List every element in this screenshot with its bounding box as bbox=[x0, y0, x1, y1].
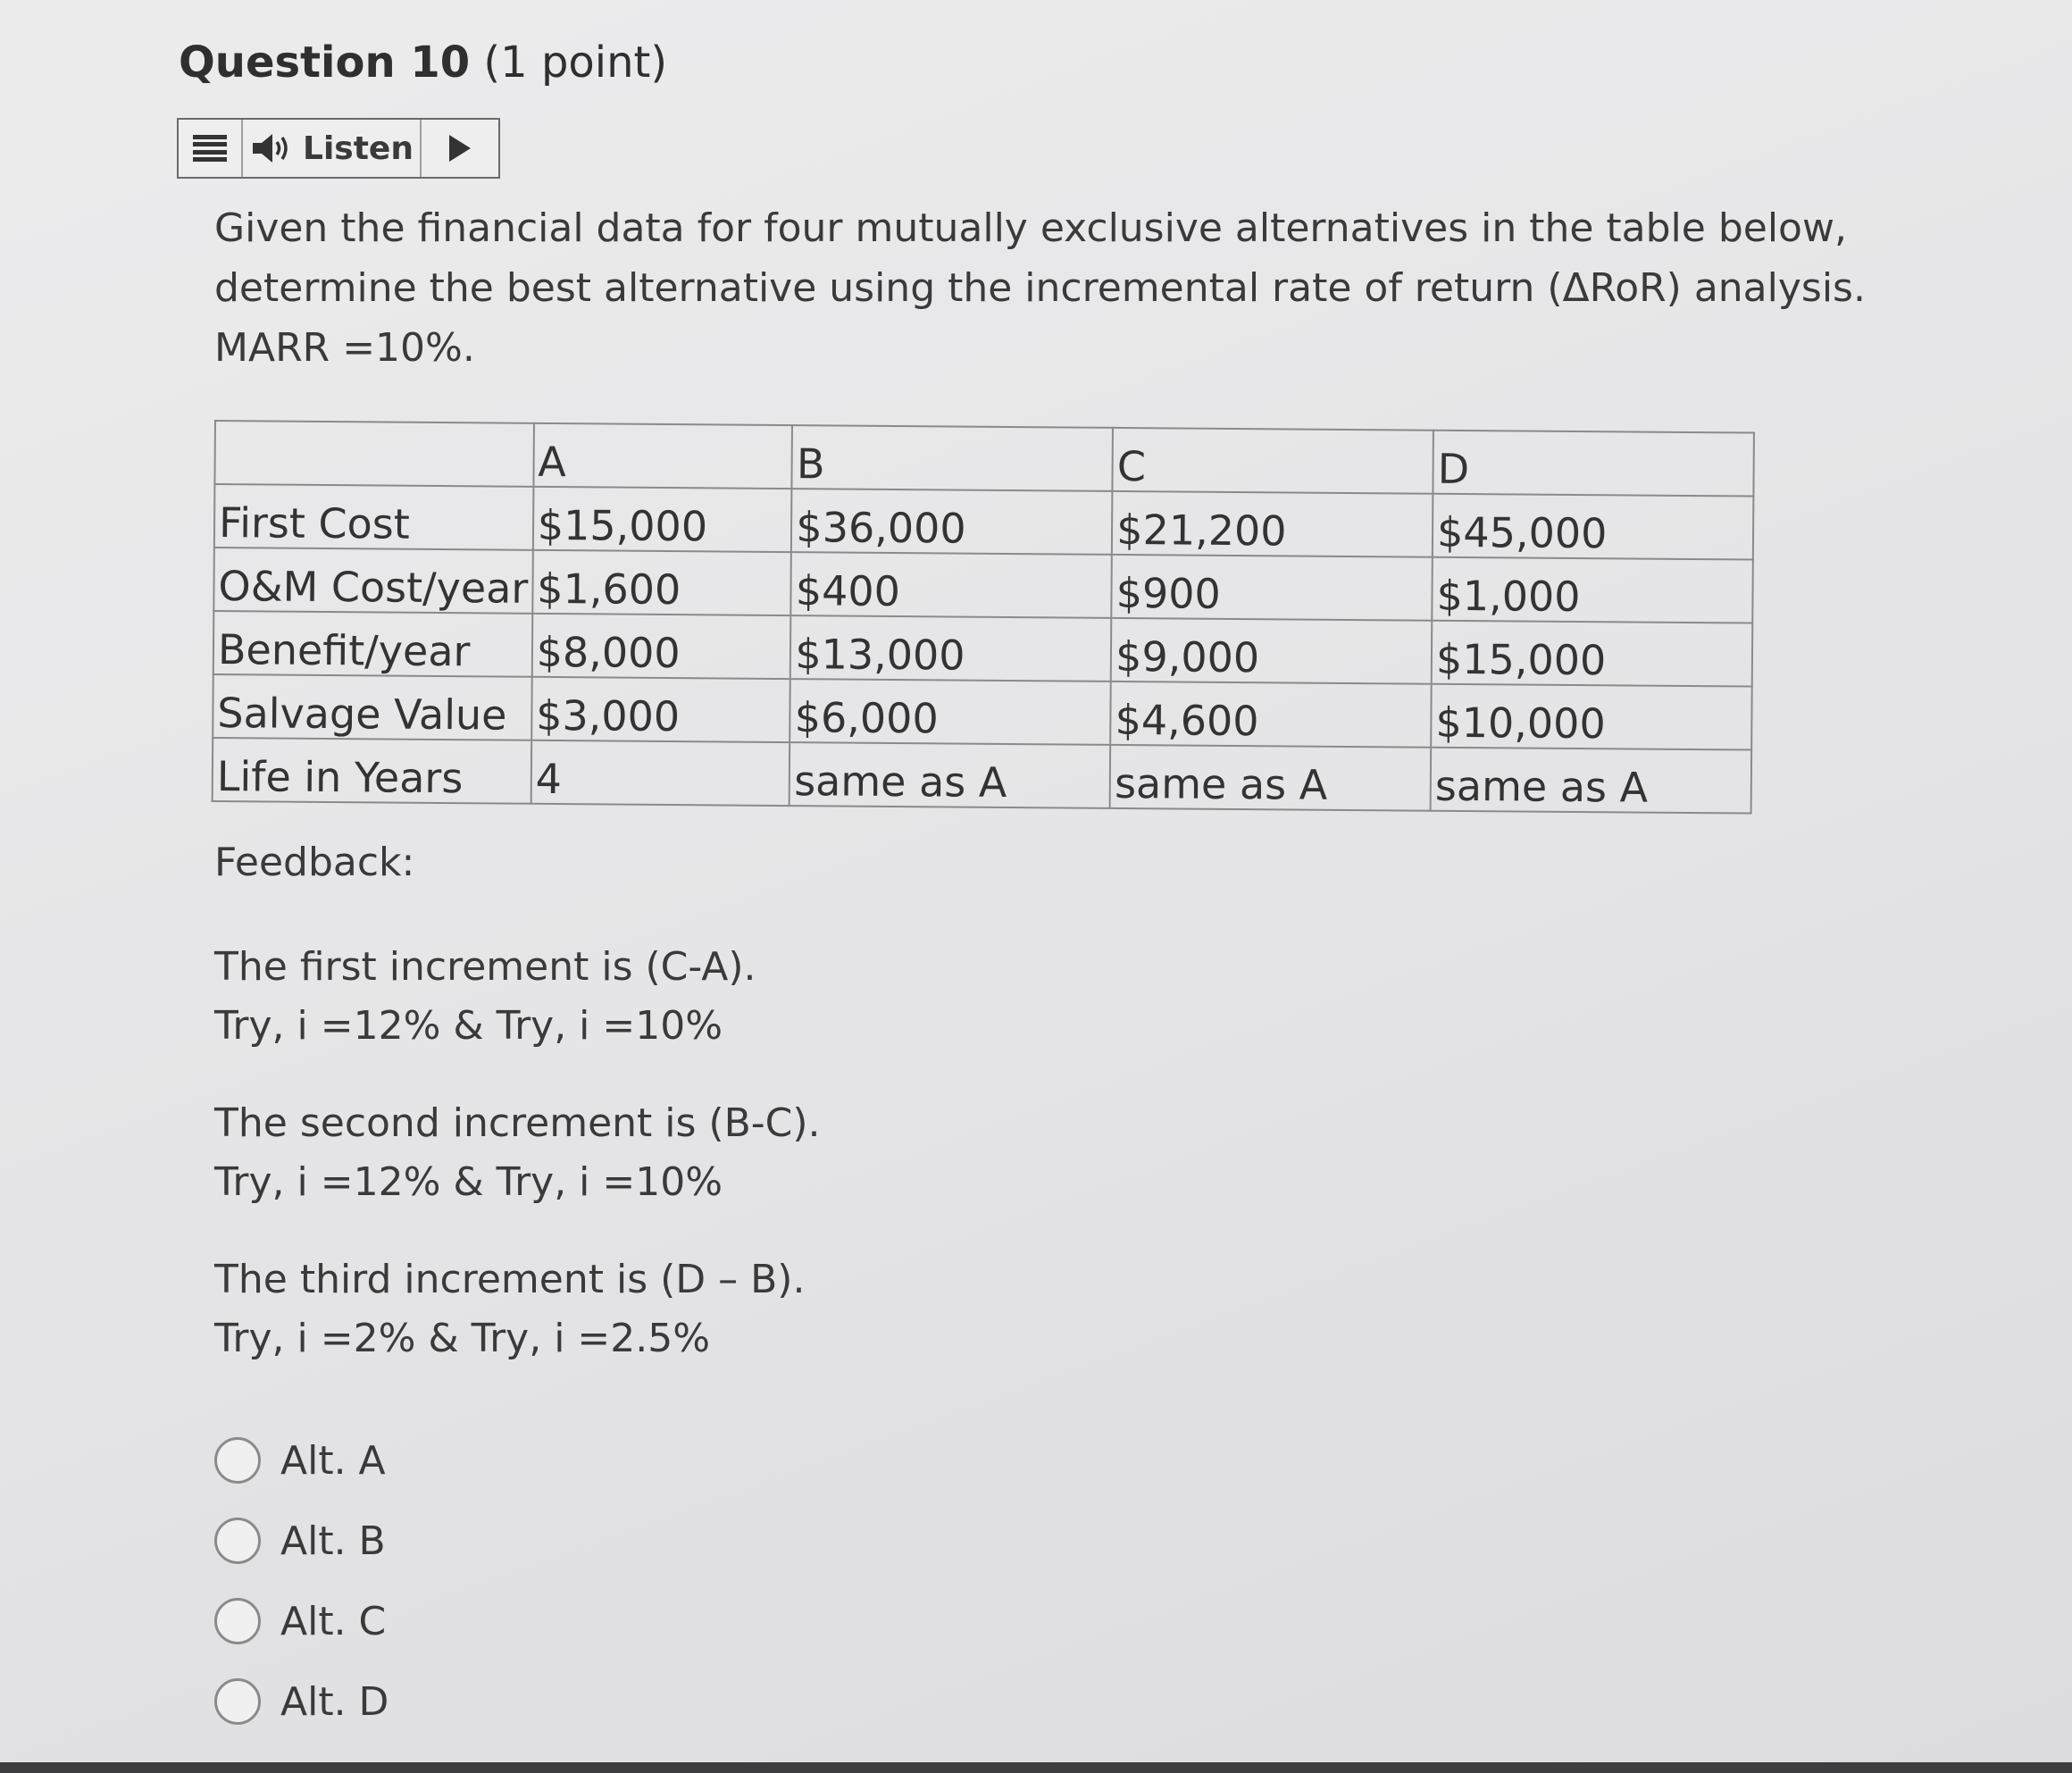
row-label: O&M Cost/year bbox=[213, 548, 532, 614]
table-cell: $4,600 bbox=[1110, 682, 1431, 748]
table-row bbox=[213, 611, 1753, 687]
question-header bbox=[179, 38, 667, 88]
option-label: Alt. B bbox=[280, 1518, 386, 1564]
table-row bbox=[213, 674, 1752, 750]
listen-button[interactable] bbox=[243, 120, 422, 177]
table-cell: $400 bbox=[791, 552, 1112, 618]
table-cell: $36,000 bbox=[791, 489, 1112, 555]
table-cell: $13,000 bbox=[790, 615, 1111, 682]
listen-menu-button[interactable] bbox=[179, 120, 243, 177]
table-cell: $15,000 bbox=[533, 487, 792, 552]
column-header-d: D bbox=[1433, 431, 1754, 497]
option-alt-c[interactable] bbox=[214, 1581, 388, 1661]
table-cell: $8,000 bbox=[532, 614, 791, 679]
table-cell: $21,200 bbox=[1112, 491, 1433, 557]
radio-button[interactable] bbox=[214, 1598, 261, 1644]
table-cell: same as A bbox=[1110, 745, 1431, 811]
feedback-increment-2 bbox=[214, 1094, 821, 1212]
column-header-a: A bbox=[533, 423, 792, 489]
option-alt-a[interactable] bbox=[214, 1420, 388, 1501]
feedback-increment-3 bbox=[214, 1250, 805, 1368]
option-label: Alt. A bbox=[280, 1437, 386, 1484]
option-alt-b[interactable] bbox=[214, 1501, 388, 1581]
alternatives-table bbox=[212, 420, 1755, 815]
increment-hint: Try, i =2% & Try, i =2.5% bbox=[214, 1316, 711, 1361]
table-cell: $15,000 bbox=[1432, 621, 1752, 687]
answer-options bbox=[214, 1420, 388, 1742]
radio-button[interactable] bbox=[214, 1518, 261, 1564]
table-corner-cell bbox=[214, 421, 533, 487]
table-header-row bbox=[214, 421, 1754, 497]
row-label: Life in Years bbox=[213, 738, 531, 804]
table-row bbox=[214, 484, 1754, 560]
increment-text: The second increment is (B-C). bbox=[214, 1100, 821, 1146]
radio-button[interactable] bbox=[214, 1678, 261, 1725]
feedback-label: Feedback: bbox=[214, 840, 415, 885]
question-points: (1 point) bbox=[483, 38, 668, 88]
play-button[interactable] bbox=[422, 120, 498, 177]
row-label: Benefit/year bbox=[213, 611, 532, 677]
option-label: Alt. D bbox=[280, 1678, 389, 1725]
prompt-line: determine the best alternative using the incremental rate of return (ΔRoR) analysis. bbox=[214, 265, 1866, 311]
table-cell: $10,000 bbox=[1431, 684, 1751, 750]
feedback-increment-1 bbox=[214, 938, 756, 1056]
prompt-line: Given the financial data for four mutually exclusive alternatives in the table below, bbox=[214, 205, 1847, 251]
increment-text: The third increment is (D – B). bbox=[214, 1257, 806, 1302]
increment-text: The first increment is (C-A). bbox=[214, 944, 756, 990]
play-icon bbox=[447, 133, 473, 163]
table-row bbox=[213, 548, 1753, 623]
screen-bottom-edge bbox=[0, 1762, 2072, 1773]
menu-icon bbox=[193, 135, 227, 162]
table-row bbox=[213, 738, 1752, 814]
table-cell: same as A bbox=[1431, 748, 1751, 814]
table-cell: $45,000 bbox=[1433, 494, 1753, 560]
table-cell: $1,600 bbox=[532, 550, 791, 615]
table-cell: $3,000 bbox=[531, 677, 790, 742]
column-header-c: C bbox=[1113, 428, 1433, 494]
table-cell: $900 bbox=[1112, 555, 1433, 621]
table-cell: $9,000 bbox=[1111, 618, 1432, 684]
speaker-icon bbox=[249, 130, 294, 166]
table-cell: $6,000 bbox=[790, 679, 1111, 745]
question-number: Question 10 bbox=[179, 38, 471, 88]
listen-toolbar bbox=[177, 118, 500, 179]
radio-button[interactable] bbox=[214, 1437, 261, 1484]
increment-hint: Try, i =12% & Try, i =10% bbox=[214, 1159, 723, 1205]
increment-hint: Try, i =12% & Try, i =10% bbox=[214, 1003, 723, 1049]
table-cell: same as A bbox=[790, 742, 1110, 808]
table-cell: 4 bbox=[531, 740, 790, 806]
listen-label: Listen bbox=[303, 130, 414, 167]
question-prompt bbox=[214, 198, 1866, 378]
row-label: Salvage Value bbox=[213, 674, 531, 740]
option-alt-d[interactable] bbox=[214, 1661, 388, 1742]
row-label: First Cost bbox=[214, 484, 533, 550]
option-label: Alt. C bbox=[280, 1598, 387, 1644]
column-header-b: B bbox=[792, 425, 1113, 491]
table-cell: $1,000 bbox=[1432, 557, 1752, 623]
prompt-line: MARR =10%. bbox=[214, 325, 475, 371]
